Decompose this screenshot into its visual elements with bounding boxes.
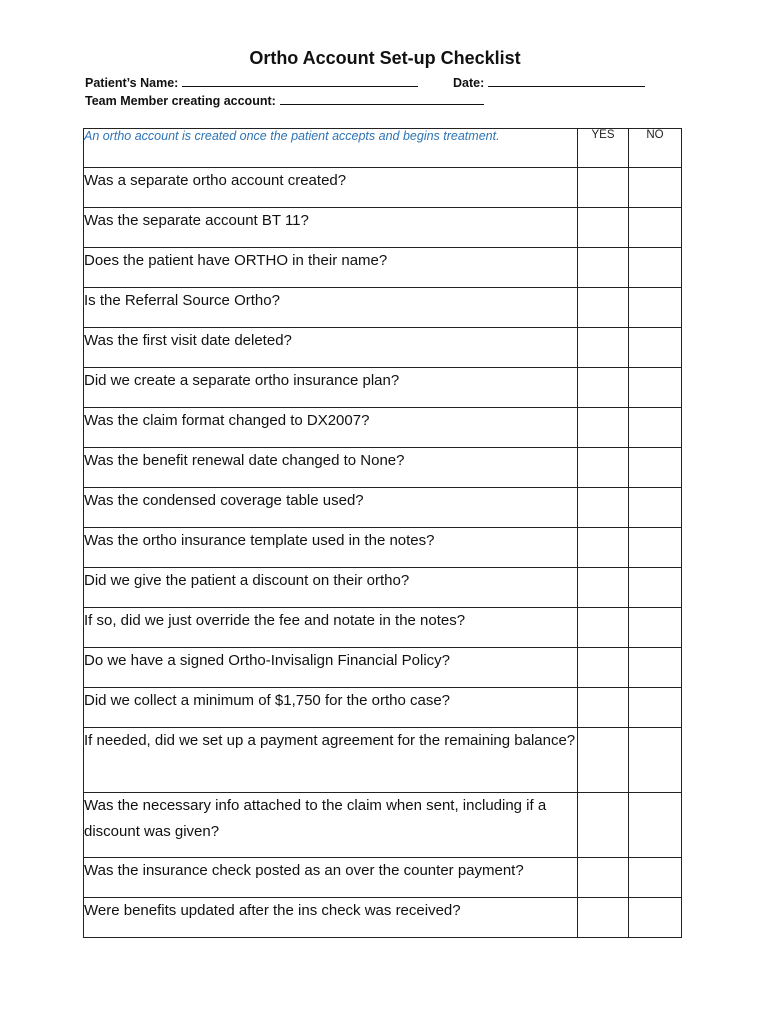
- yes-checkbox-cell[interactable]: [578, 688, 629, 728]
- yes-checkbox-cell[interactable]: [578, 408, 629, 448]
- no-checkbox-cell[interactable]: [629, 528, 682, 568]
- no-checkbox-cell[interactable]: [629, 328, 682, 368]
- table-row: [84, 858, 682, 898]
- question-text: Were benefits updated after the ins check was received?: [84, 898, 578, 938]
- yes-checkbox-cell[interactable]: [578, 528, 629, 568]
- no-checkbox-cell[interactable]: [629, 608, 682, 648]
- no-checkbox-cell[interactable]: [629, 648, 682, 688]
- yes-checkbox-cell[interactable]: [578, 858, 629, 898]
- yes-checkbox-cell[interactable]: [578, 793, 629, 858]
- team-member-line[interactable]: [280, 92, 484, 105]
- table-row: [84, 328, 682, 368]
- page-title: Ortho Account Set-up Checklist: [249, 48, 521, 68]
- table-row: [84, 368, 682, 408]
- no-checkbox-cell[interactable]: [629, 408, 682, 448]
- no-checkbox-cell[interactable]: [629, 568, 682, 608]
- question-text: Does the patient have ORTHO in their name?: [84, 248, 578, 288]
- yes-checkbox-cell[interactable]: [578, 728, 629, 793]
- question-text: Do we have a signed Ortho-Invisalign Financial Policy?: [84, 648, 578, 688]
- question-text: Was the ortho insurance template used in the notes?: [84, 528, 578, 568]
- table-row: [84, 568, 682, 608]
- yes-checkbox-cell[interactable]: [578, 248, 629, 288]
- header-row: [84, 129, 682, 168]
- question-text: Was the condensed coverage table used?: [84, 488, 578, 528]
- table-row: [84, 288, 682, 328]
- question-text: If needed, did we set up a payment agreement for the remaining balance?: [84, 728, 578, 793]
- yes-checkbox-cell[interactable]: [578, 168, 629, 208]
- no-checkbox-cell[interactable]: [629, 793, 682, 858]
- question-text: Was a separate ortho account created?: [84, 168, 578, 208]
- question-text: Was the insurance check posted as an over the counter payment?: [84, 858, 578, 898]
- table-row: [84, 528, 682, 568]
- no-checkbox-cell[interactable]: [629, 858, 682, 898]
- yes-checkbox-cell[interactable]: [578, 368, 629, 408]
- question-text: Is the Referral Source Ortho?: [84, 288, 578, 328]
- team-member-field: [85, 92, 484, 108]
- question-text: Was the separate account BT 11?: [84, 208, 578, 248]
- no-checkbox-cell[interactable]: [629, 728, 682, 793]
- question-text: Was the necessary info attached to the claim when sent, including if a discount was given?: [84, 793, 578, 858]
- question-text: Was the first visit date deleted?: [84, 328, 578, 368]
- question-list: [84, 168, 682, 938]
- no-checkbox-cell[interactable]: [629, 168, 682, 208]
- no-checkbox-cell[interactable]: [629, 368, 682, 408]
- yes-checkbox-cell[interactable]: [578, 648, 629, 688]
- no-checkbox-cell[interactable]: [629, 208, 682, 248]
- checklist-table: [83, 128, 682, 938]
- table-row: [84, 208, 682, 248]
- no-checkbox-cell[interactable]: [629, 898, 682, 938]
- table-row: [84, 728, 682, 793]
- yes-checkbox-cell[interactable]: [578, 898, 629, 938]
- table-row: [84, 608, 682, 648]
- question-text: Did we give the patient a discount on their ortho?: [84, 568, 578, 608]
- no-checkbox-cell[interactable]: [629, 248, 682, 288]
- patient-name-field: [85, 74, 418, 90]
- date-field: [453, 74, 645, 90]
- yes-checkbox-cell[interactable]: [578, 488, 629, 528]
- no-checkbox-cell[interactable]: [629, 448, 682, 488]
- table-row: [84, 448, 682, 488]
- table-row: [84, 898, 682, 938]
- table-row: [84, 408, 682, 448]
- yes-checkbox-cell[interactable]: [578, 448, 629, 488]
- table-row: [84, 488, 682, 528]
- no-checkbox-cell[interactable]: [629, 488, 682, 528]
- question-text: Did we collect a minimum of $1,750 for the ortho case?: [84, 688, 578, 728]
- intro-note: An ortho account is created once the patient accepts and begins treatment.: [84, 129, 578, 168]
- yes-checkbox-cell[interactable]: [578, 208, 629, 248]
- date-label: Date:: [453, 76, 485, 90]
- table-row: [84, 168, 682, 208]
- patient-name-label: Patient’s Name:: [85, 76, 179, 90]
- question-text: Did we create a separate ortho insurance plan?: [84, 368, 578, 408]
- question-text: If so, did we just override the fee and notate in the notes?: [84, 608, 578, 648]
- yes-checkbox-cell[interactable]: [578, 328, 629, 368]
- date-line[interactable]: [488, 74, 645, 87]
- no-column-header: NO: [629, 129, 682, 168]
- no-checkbox-cell[interactable]: [629, 288, 682, 328]
- yes-checkbox-cell[interactable]: [578, 608, 629, 648]
- yes-column-header: YES: [578, 129, 629, 168]
- table-row: [84, 688, 682, 728]
- yes-checkbox-cell[interactable]: [578, 288, 629, 328]
- no-checkbox-cell[interactable]: [629, 688, 682, 728]
- team-member-label: Team Member creating account:: [85, 94, 276, 108]
- table-row: [84, 648, 682, 688]
- yes-checkbox-cell[interactable]: [578, 568, 629, 608]
- table-row: [84, 793, 682, 858]
- question-text: Was the benefit renewal date changed to None?: [84, 448, 578, 488]
- table-row: [84, 248, 682, 288]
- question-text: Was the claim format changed to DX2007?: [84, 408, 578, 448]
- patient-name-line[interactable]: [182, 74, 418, 87]
